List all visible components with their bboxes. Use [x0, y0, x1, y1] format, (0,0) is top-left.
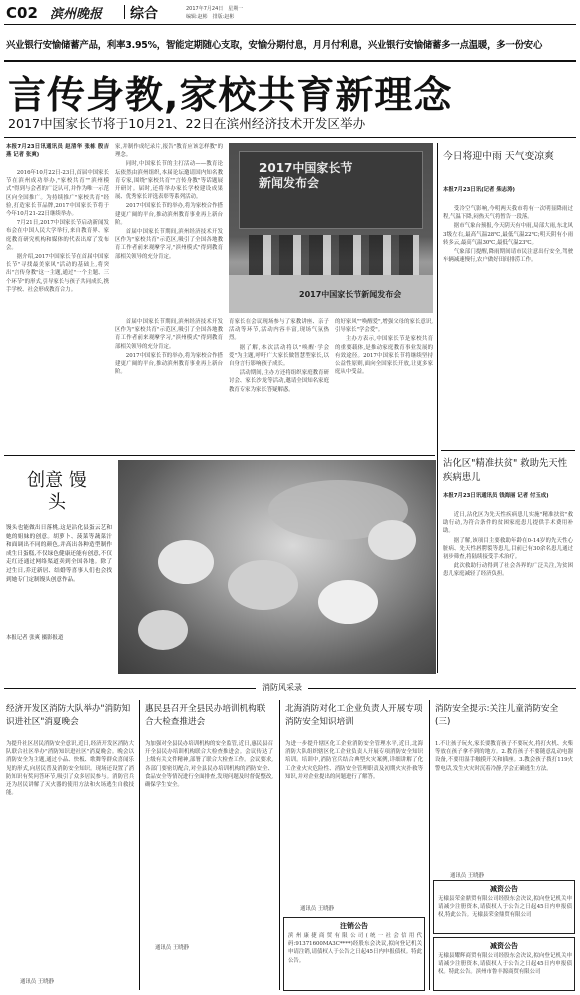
screen-title: 2017中国家长节 新闻发布会	[259, 161, 353, 190]
section-banner: 消防风采录	[256, 682, 308, 693]
article-1-body: 为提升社区居民消防安全意识,近日,经济开发区消防大队联合社区举办"消防知识进社区"消夏晚会。晚会以消防安全为主题,通过小品、快板、歌舞等群众喜闻乐见的形式,向居民普及消防安全知识。现场还设置了消防知识有奖问答环节,吸引了众多居民参与。消防官兵还为居民讲解了灭火器的使用方法和火场逃生自救技能。	[6, 741, 134, 797]
article-3-credit: 通讯员 王晓静	[300, 906, 335, 912]
notice-body: 无棣县荣金鼎贸有限公司经股东会决议,拟向登记机关申请减少注册资本,请债权人于公告之日起45日内申报债权,特此公告。无棣县荣金鼎贸有限公司	[438, 896, 572, 919]
lead-col-2: 家,并制作成纪录片,报告"教育应该怎样教"的理念。 同时,中国家长节的主打活动——教育论坛依然由滨州组织,本届论坛邀请国内知名教育专家,围绕"家校共育""言传身教"等话题展开研讨。届时,还将举办家长学校建设成果展、优秀家长评选表彰等系列活动。 2017中国家长节的举办,将为家校合作搭建更广阔的平台,推动滨州教育事业再上新台阶。 首届中国家长节期间,滨州经济技术开发区作为"家校共育"示范区,吸引了全国各地教育工作者前来观摩学习,"滨州模式"得到教育部相关领导的充分肯定。	[115, 144, 223, 260]
col-rule	[429, 700, 430, 990]
steamed-bun-photo	[118, 460, 436, 674]
feature-title: 创意 馒头	[27, 470, 87, 513]
photo-caption: 2017中国家长节新闻发布会	[299, 290, 402, 299]
ticker-rule	[4, 60, 576, 62]
notice-box-3	[433, 937, 575, 991]
feature-top-rule	[4, 455, 435, 456]
notice-box-2	[433, 880, 575, 934]
notice-body: 无棣县耀辉商贸有限公司经股东会决议,拟向登记机关申请减少注册资本,请债权人于公告之日起45日内申报债权。特此公告。滨州市鲁丰源商贸有限公司	[438, 953, 572, 976]
section-name: 综合	[130, 6, 158, 22]
notice-title: 减资公告	[490, 885, 518, 893]
feature-body: 馒头也能做出日落桃,这是沾化县蛋云艺和她的姐妹的创意。胡萝卜、菠菜等蔬菜汁和面调出不同的颜色,并高出各种造型制作成生日蛋糕,不仅绿色健康还能有创意,不仅走红还通过网络渠道卖到全国各地。除了过生日,乔迁新居、结婚等喜事人们也会找到她专门定制馒头创意作品。	[6, 525, 112, 583]
weather-body: 受冷空气影响,今明两天我市将有一次明显降雨过程,气温下降,闷热天气将暂告一段落。 据市气象台预报,今天阴天有中雨,局部大雨,东北风3级左右,最高气温28℃,最低气温22℃;明天阴有小雨转多云,最高气温30℃,最低气温23℃。 气象部门提醒,降雨期间请市民注意出行安全,驾驶车辆减速慢行,农户做好田间排涝工作。	[443, 206, 573, 264]
lead-byline: 本报7月23日讯通讯员 赵清华 张栋 殷吉燕 记者 张爽)	[6, 144, 109, 159]
article-4-body: 1.不让孩子玩火,家长要教育孩子不要玩火,将打火机、火柴等放在孩子拿不到的地方。2.教育孩子不要随意乱动电器设备,不要用湿手触摸开关和插座。3.教会孩子拨打119火警电话,发生火灾时沉着冷静,学会正确逃生方法。	[435, 741, 573, 772]
lead-col-1: 2016年10月22日-23日,首届中国家长节在滨州成功举办,"家校共育""滨州模式"得到与会者的广泛认可,并作为唯一示范区向全国推广。为持续推广"家校共育"经验,打造家长节品牌,2017中国家长节将于今年10月21-22日继续举办。 7月21日,2017中国家长节启动新闻发布会在中国人民大学举行,来自教育界、家庭教育研究机构和媒体的代表出席了发布会。 据介绍,2017中国家长节在首届中国家长节"寻找最美家风"活动的基础上,将突出"言传身教"这一主题,通过"一个主题、三个环节"的形式,引导家长与孩子共同成长,携手学校、社会形成教育合力。	[6, 170, 109, 293]
lead-subhead: 2017中国家长节将于10月21、22日在滨州经济技术开发区举办	[8, 116, 366, 131]
article-4-credit: 通讯员 王晓静	[450, 873, 485, 879]
article-3-body: 为进一步提升辖区化工企业消防安全管理水平,近日,北海消防大队组织辖区化工企业负责人开展专项消防安全知识培训。培训中,消防官兵结合典型火灾案例,详细讲解了化工企业火灾危险性、消防安全管理职责及初期火灾扑救等知识,并对企业提出的问题进行了解答。	[285, 741, 423, 780]
people-row	[249, 235, 419, 275]
lead-col-2b: 首届中国家长节期间,滨州经济技术开发区作为"家校共育"示范区,吸引了全国各地教育工作者前来观摩学习,"滨州模式"得到教育部相关领导的充分肯定。 2017中国家长节的举办,将为家校合作搭建更广阔的平台,推动滨州教育事业再上新台阶。	[115, 319, 223, 376]
article-2-title: 惠民县召开全县民办培训机构联合大检查推进会	[145, 704, 266, 727]
paper-name-logo: 滨州晚报	[50, 7, 103, 22]
article-2-credit: 通讯员 王晓静	[155, 945, 190, 951]
charity-headline: 沾化区"精准扶贫" 救助先天性疾病患儿	[443, 458, 568, 483]
issue-date: 2017年7月24日 星期一	[186, 6, 244, 12]
notice-body: 滨州康捷商贸有限公司(统一社会信用代码:91371600MA3C****)经股东会决议,拟向登记机关申请注销,请债权人于公告之日起45日内申报债权。特此公告。	[288, 933, 422, 964]
col-rule	[139, 700, 140, 990]
article-3-title: 北海消防对化工企业负责人开展专项消防安全知识培训	[285, 704, 423, 727]
feature-credit: 本报记者 张爽 摄影报道	[6, 635, 64, 641]
divider-bar	[124, 5, 125, 19]
charity-body: 近日,沾化区为先天性疾病患儿实施"精准扶贫"救助行动,为符合条件的贫困家庭患儿提供手术费用补助。 据了解,该项目主要救助年龄在0-14岁的先天性心脏病、先天性唇腭裂等患儿,目前已有30余名患儿通过初步筛查,将陆续接受手术治疗。 此次救助行动得到了社会各界的广泛关注,为贫困患儿家庭减轻了经济负担。	[443, 512, 573, 578]
notice-title: 注销公告	[340, 922, 368, 930]
sidebar-divider	[441, 450, 575, 451]
charity-byline: 本报7月23日讯通讯员 钱海丽 记者 付玉成)	[443, 493, 549, 499]
article-4-title: 消防安全提示:关注儿童消防安全(三)	[435, 704, 559, 727]
article-1-title: 经济开发区消防大队举办"消防知识进社区"消夏晚会	[6, 704, 131, 727]
weather-headline: 今日将迎中雨 天气变凉爽	[443, 151, 554, 162]
article-2-body: 为加强对全县民办培训机构的安全监管,近日,惠民县召开全县民办培训机构联合大检查推进会。会议传达了上级有关文件精神,部署了联合大检查工作。会议要求,各部门要密切配合,对全县民办培训机构的消防安全、食品安全等情况进行全面排查,发现问题及时督促整改,确保学生安全。	[145, 741, 273, 789]
notice-box-1	[283, 917, 425, 991]
article-1-credit: 通讯员 王晓静	[20, 979, 55, 985]
page-code: C02	[6, 4, 38, 22]
masthead	[0, 0, 580, 34]
bun-shape	[138, 610, 188, 650]
weather-byline: 本报7月23日讯(记者 柴志涛)	[443, 187, 515, 193]
sidebar-rule	[437, 143, 438, 673]
bun-shape	[368, 520, 416, 560]
ticker-ad: 兴业银行安愉储蓄产品，利率3.95%，智能定期随心支取，安愉分期付息，月月付利息，兴业银行安愉储蓄多一点温暖，多一份安心	[6, 40, 543, 51]
notice-title: 减资公告	[490, 942, 518, 950]
bun-shape	[318, 580, 378, 624]
lead-headline: 言传身教,家校共育新理念	[8, 73, 453, 117]
masthead-rule	[4, 24, 576, 25]
editor-line: 编辑:赵彬 排版:赵彬	[186, 14, 235, 20]
bun-shape	[158, 540, 214, 584]
lead-col-3: 育家长在会议现场参与了家教讲座、亲子活动等环节,活动内容丰富,现场气氛热烈。 据了解,本次活动将以"唤醒·学会爱"为主题,呼吁广大家长做智慧型家长,以自身言行影响孩子成长。 活动期间,主办方还将组织家庭教育研讨会、家长沙龙等活动,邀请全国知名家庭教育专家为家长答疑解惑。	[229, 319, 329, 393]
press-conference-photo	[229, 143, 433, 313]
col-rule	[279, 700, 280, 990]
bun-shape	[228, 560, 298, 610]
lead-col-4: 的好家风""唤醒爱",增强父母的家长意识,引导家长"学会爱"。 主办方表示,中国家长节是家校共育的重要载体,是推动家庭教育事业发展的有效途径。2017中国家长节将继续坚持公益性原则,面向全国家长开放,让更多家庭从中受益。	[335, 319, 433, 376]
lead-rule	[4, 137, 576, 138]
